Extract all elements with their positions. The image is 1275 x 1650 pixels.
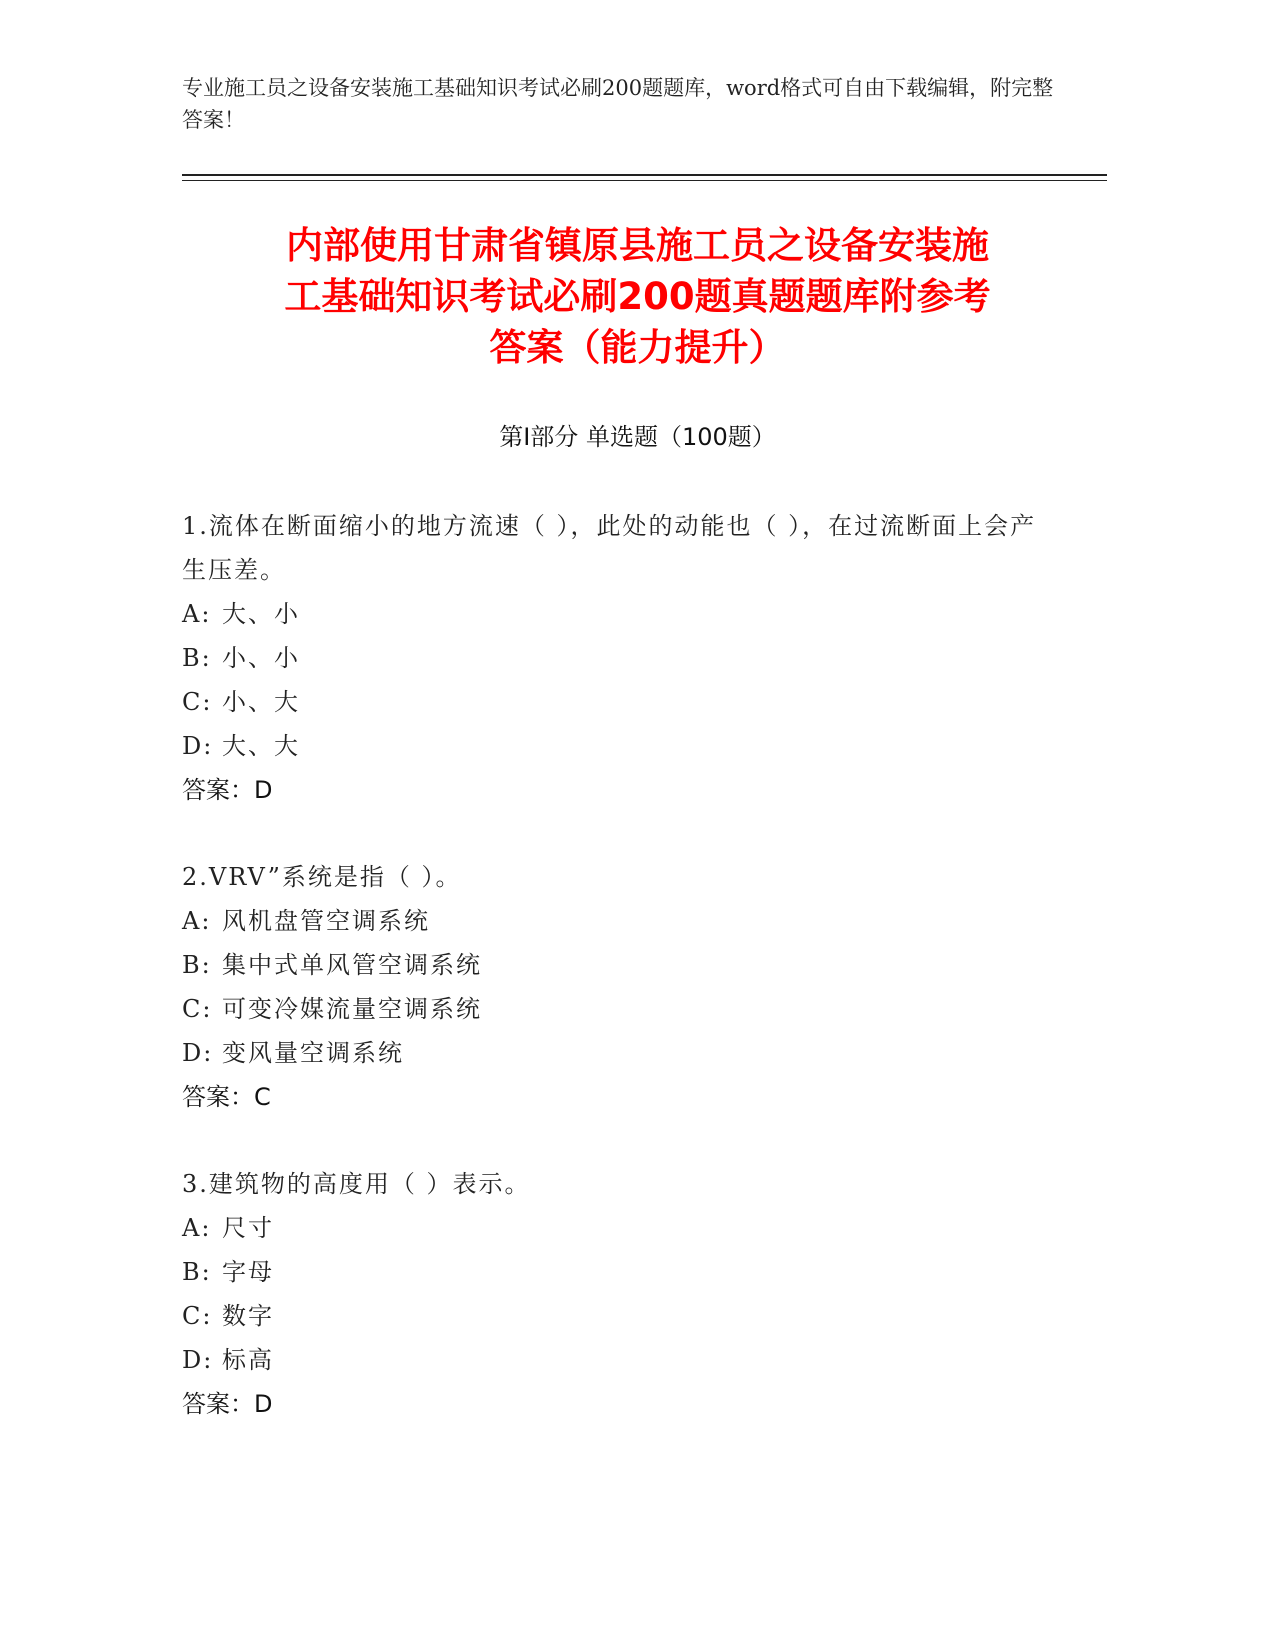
option-key: B:: [182, 1258, 212, 1286]
option-key: A:: [182, 907, 212, 935]
option-text: 风机盘管空调系统: [222, 907, 430, 935]
answer-value: C: [254, 1083, 271, 1111]
title-line: 答案（能力提升）: [489, 326, 786, 369]
option-d: [182, 1031, 1042, 1075]
answer-prefix: 答案：: [182, 1083, 254, 1111]
option-b: [182, 636, 1042, 680]
header-note: 专业施工员之设备安装施工基础知识考试必刷200题题库，word格式可自由下载编辑，附完整答案！: [182, 76, 1054, 132]
option-key: A:: [182, 1214, 212, 1242]
option-text: 尺寸: [222, 1214, 274, 1242]
option-key: C:: [182, 688, 213, 716]
option-text: 小、小: [222, 644, 300, 672]
answer-line: [182, 768, 1042, 812]
option-key: B:: [182, 644, 212, 672]
question-stem: 2.VRV”系统是指（ ）。: [182, 863, 462, 891]
option-key: B:: [182, 951, 212, 979]
option-d: [182, 1338, 1042, 1382]
option-c: [182, 1294, 1042, 1338]
option-text: 集中式单风管空调系统: [222, 951, 482, 979]
option-text: 可变冷媒流量空调系统: [222, 995, 482, 1023]
option-key: D:: [182, 732, 214, 760]
question-item: [182, 1162, 1042, 1426]
option-b: [182, 943, 1042, 987]
option-a: [182, 592, 1042, 636]
option-d: [182, 724, 1042, 768]
answer-value: D: [254, 1390, 273, 1418]
option-text: 变风量空调系统: [222, 1039, 404, 1067]
question-stem: 3.建筑物的高度用（ ）表示。: [182, 1170, 531, 1198]
answer-line: [182, 1382, 1042, 1426]
section-title: 第I部分 单选题（100题）: [499, 423, 776, 451]
option-c: [182, 680, 1042, 724]
option-text: 大、小: [222, 600, 300, 628]
answer-line: [182, 1075, 1042, 1119]
option-text: 字母: [222, 1258, 274, 1286]
option-b: [182, 1250, 1042, 1294]
option-a: [182, 899, 1042, 943]
answer-prefix: 答案：: [182, 1390, 254, 1418]
title-line: 工基础知识考试必刷200题真题题库附参考: [284, 275, 991, 318]
option-key: A:: [182, 600, 212, 628]
option-text: 数字: [222, 1302, 274, 1330]
option-key: D:: [182, 1346, 214, 1374]
header-divider-thick: [182, 174, 1107, 176]
option-text: 标高: [222, 1346, 274, 1374]
document-title: [150, 220, 1125, 373]
option-text: 大、大: [222, 732, 300, 760]
option-key: D:: [182, 1039, 214, 1067]
answer-value: D: [254, 776, 273, 804]
question-list: [182, 504, 1042, 1469]
answer-prefix: 答案：: [182, 776, 254, 804]
option-key: C:: [182, 995, 213, 1023]
option-key: C:: [182, 1302, 213, 1330]
title-line: 内部使用甘肃省镇原县施工员之设备安装施: [286, 224, 989, 267]
question-item: [182, 504, 1042, 812]
question-stem: 1.流体在断面缩小的地方流速（ ），此处的动能也（ ），在过流断面上会产生压差。: [182, 512, 1037, 584]
header-divider-thin: [182, 180, 1107, 181]
option-a: [182, 1206, 1042, 1250]
option-text: 小、大: [222, 688, 300, 716]
question-item: [182, 855, 1042, 1119]
option-c: [182, 987, 1042, 1031]
